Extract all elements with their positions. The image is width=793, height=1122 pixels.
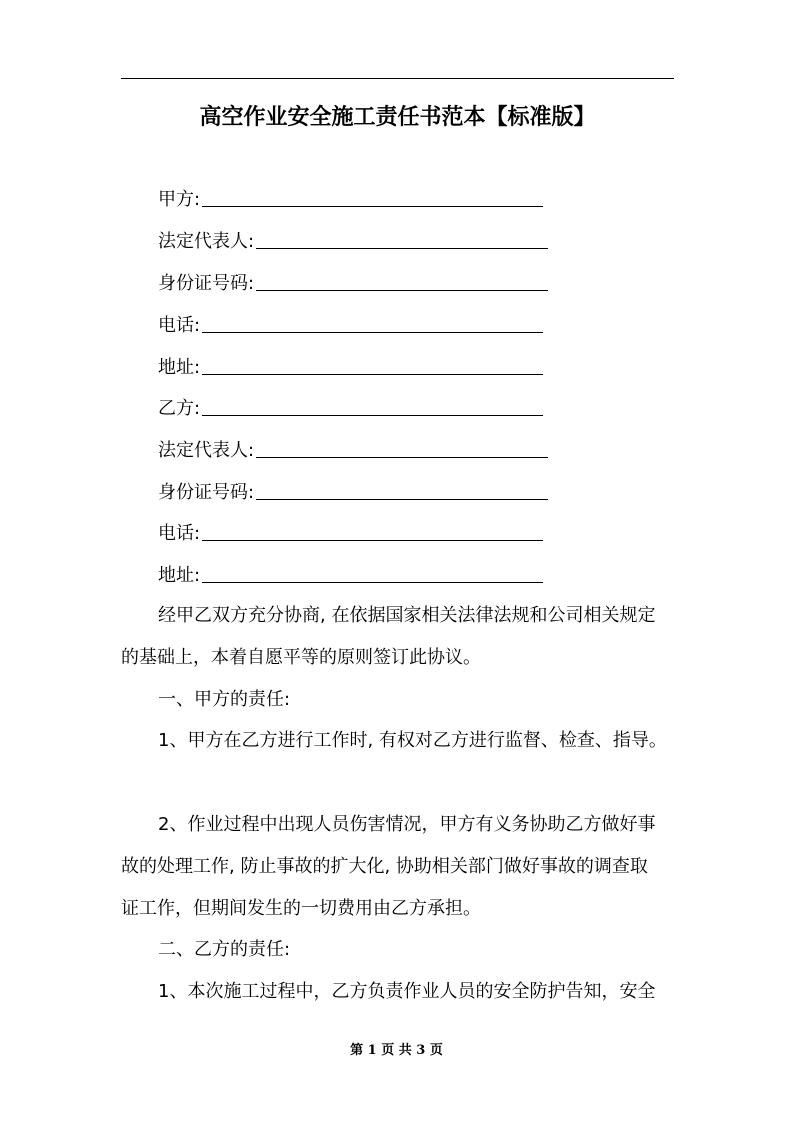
party-b-id-label: 身份证号码: xyxy=(158,482,255,503)
party-a-id-blank[interactable] xyxy=(256,270,548,291)
party-a-blank[interactable] xyxy=(202,186,543,207)
header-rule xyxy=(121,78,674,79)
party-b-address-field xyxy=(158,561,543,591)
party-a-phone-field xyxy=(158,311,543,341)
section-b-heading: 二、乙方的责任: xyxy=(158,939,291,960)
party-a-id-label: 身份证号码: xyxy=(158,273,255,294)
party-a-field xyxy=(158,185,543,215)
party-a-legal-rep-field xyxy=(158,227,548,257)
party-a-address-blank[interactable] xyxy=(202,354,543,375)
party-b-label: 乙方: xyxy=(158,398,201,419)
party-b-address-label: 地址: xyxy=(158,565,201,586)
b-item-1-line-1: 1、本次施工过程中，乙方负责作业人员的安全防护告知，安全 xyxy=(158,981,656,1002)
document-title: 高空作业安全施工责任书范本【标准版】 xyxy=(199,105,596,130)
party-b-legal-rep-label: 法定代表人: xyxy=(158,440,255,461)
party-b-phone-field xyxy=(158,519,543,549)
a-item-2-line-3: 证工作，但期间发生的一切费用由乙方承担。 xyxy=(121,898,481,919)
party-b-legal-rep-blank[interactable] xyxy=(256,437,548,458)
party-b-blank[interactable] xyxy=(202,395,543,416)
intro-line-2: 的基础上，本着自愿平等的原则签订此协议。 xyxy=(121,647,481,668)
section-a-heading: 一、甲方的责任: xyxy=(158,689,291,710)
a-item-2-line-2: 故的处理工作, 防止事故的扩大化, 协助相关部门做好事故的调查取 xyxy=(121,856,648,877)
party-b-id-blank[interactable] xyxy=(256,479,548,500)
party-b-phone-label: 电话: xyxy=(158,523,201,544)
party-b-field xyxy=(158,394,543,424)
intro-line-1: 经甲乙双方充分协商, 在依据国家相关法律法规和公司相关规定 xyxy=(158,605,656,626)
a-item-1: 1、甲方在乙方进行工作时, 有权对乙方进行监督、检查、指导。 xyxy=(158,730,667,751)
party-a-legal-rep-blank[interactable] xyxy=(256,228,548,249)
party-a-address-field xyxy=(158,353,543,383)
party-b-id-field xyxy=(158,478,548,508)
party-a-label: 甲方: xyxy=(158,189,201,210)
party-b-address-blank[interactable] xyxy=(202,562,543,583)
party-a-phone-blank[interactable] xyxy=(202,312,543,333)
party-a-address-label: 地址: xyxy=(158,357,201,378)
party-b-phone-blank[interactable] xyxy=(202,520,543,541)
party-a-legal-rep-label: 法定代表人: xyxy=(158,231,255,252)
a-item-2-line-1: 2、作业过程中出现人员伤害情况，甲方有义务协助乙方做好事 xyxy=(158,814,656,835)
party-a-id-field xyxy=(158,269,548,299)
party-b-legal-rep-field xyxy=(158,436,548,466)
party-a-phone-label: 电话: xyxy=(158,315,201,336)
page-number: 第 1 页 共 3 页 xyxy=(350,1043,443,1058)
